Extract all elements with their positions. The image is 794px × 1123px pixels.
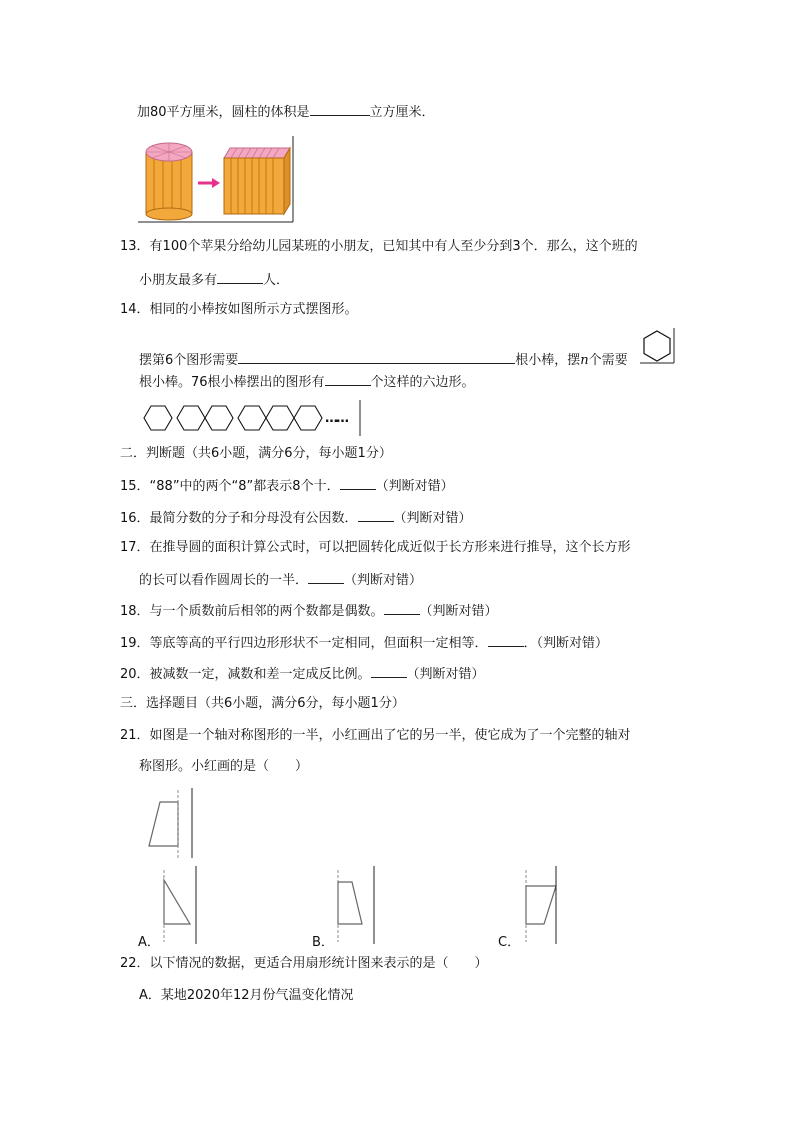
answer-blank[interactable] — [371, 665, 407, 678]
q18-text: 18．与一个质数前后相邻的两个数都是偶数。 （判断对错） — [120, 604, 498, 619]
cuboid-image — [224, 148, 290, 214]
option-b-figure[interactable] — [332, 866, 378, 946]
option-a-figure[interactable] — [156, 866, 200, 946]
q13-line1: 13．有100个苹果分给幼儿园某班的小朋友，已知其中有人至少分到3个．那么，这个班的 — [120, 239, 638, 254]
hexagon-shape — [294, 406, 322, 430]
q15-text: 15．“88”中的两个“8”都表示8个十． （判断对错） — [120, 479, 454, 494]
option-c-figure[interactable] — [518, 866, 562, 946]
option-c-label[interactable]: C． — [498, 935, 521, 950]
answer-blank[interactable] — [238, 351, 515, 364]
q22-line1: 22．以下情况的数据，更适合用扇形统计图来表示的是（ ） — [120, 956, 488, 971]
section2-title: 二．判断题（共6小题，满分6分，每小题1分） — [120, 446, 392, 461]
half-figure — [146, 788, 198, 860]
answer-blank[interactable] — [217, 271, 263, 284]
option-b-label[interactable]: B． — [312, 935, 334, 950]
q14-line2: 摆第6个图形需要 根小棒，摆n个需要 — [139, 353, 628, 368]
hexagon-shape — [238, 406, 266, 430]
q21-line2: 称图形。小红画的是（ ） — [139, 759, 309, 774]
q12-text: 加80平方厘米，圆柱的体积是 立方厘米． — [137, 105, 435, 120]
answer-blank[interactable] — [488, 634, 524, 647]
arrow-icon — [198, 178, 220, 188]
hexagon-shape — [144, 406, 172, 430]
q16-text: 16．最简分数的分子和分母没有公因数． （判断对错） — [120, 511, 472, 526]
ellipsis-dots: …… — [325, 411, 347, 426]
q14-line3: 根小棒。76根小棒摆出的图形有 个这样的六边形。 — [139, 375, 475, 390]
cylinder-image — [146, 143, 192, 220]
q21-line1: 21．如图是一个轴对称图形的一半，小红画出了它的另一半，使它成为了一个完整的轴对 — [120, 728, 631, 743]
answer-blank[interactable] — [310, 103, 370, 116]
section3-title: 三．选择题目（共6小题，满分6分，每小题1分） — [120, 696, 405, 711]
answer-blank[interactable] — [325, 373, 371, 386]
answer-blank[interactable] — [358, 509, 394, 522]
q13-line2: 小朋友最多有 人． — [139, 273, 290, 288]
hexagon-shape — [177, 406, 205, 430]
cylinder-transform-figure — [138, 136, 296, 224]
answer-blank[interactable] — [384, 602, 420, 615]
hexagon-icon — [640, 328, 676, 364]
answer-blank[interactable] — [308, 571, 344, 584]
q19-text: 19．等底等高的平行四边形形状不一定相同，但面积一定相等． ．（判断对错） — [120, 636, 609, 651]
hexagon-shape — [266, 406, 294, 430]
option-a-label[interactable]: A． — [138, 935, 160, 950]
answer-blank[interactable] — [340, 477, 376, 490]
q22-option-a[interactable]: A．某地2020年12月份气温变化情况 — [139, 988, 354, 1003]
q14-line1: 14．相同的小棒按如图所示方式摆图形。 — [120, 302, 358, 317]
q20-text: 20．被减数一定，减数和差一定成反比例。 （判断对错） — [120, 667, 485, 682]
q17-line2: 的长可以看作圆周长的一半． （判断对错） — [139, 573, 423, 588]
hexagon-shape — [205, 406, 233, 430]
q17-line1: 17．在推导圆的面积计算公式时，可以把圆转化成近似于长方形来进行推导，这个长方形 — [120, 540, 631, 555]
